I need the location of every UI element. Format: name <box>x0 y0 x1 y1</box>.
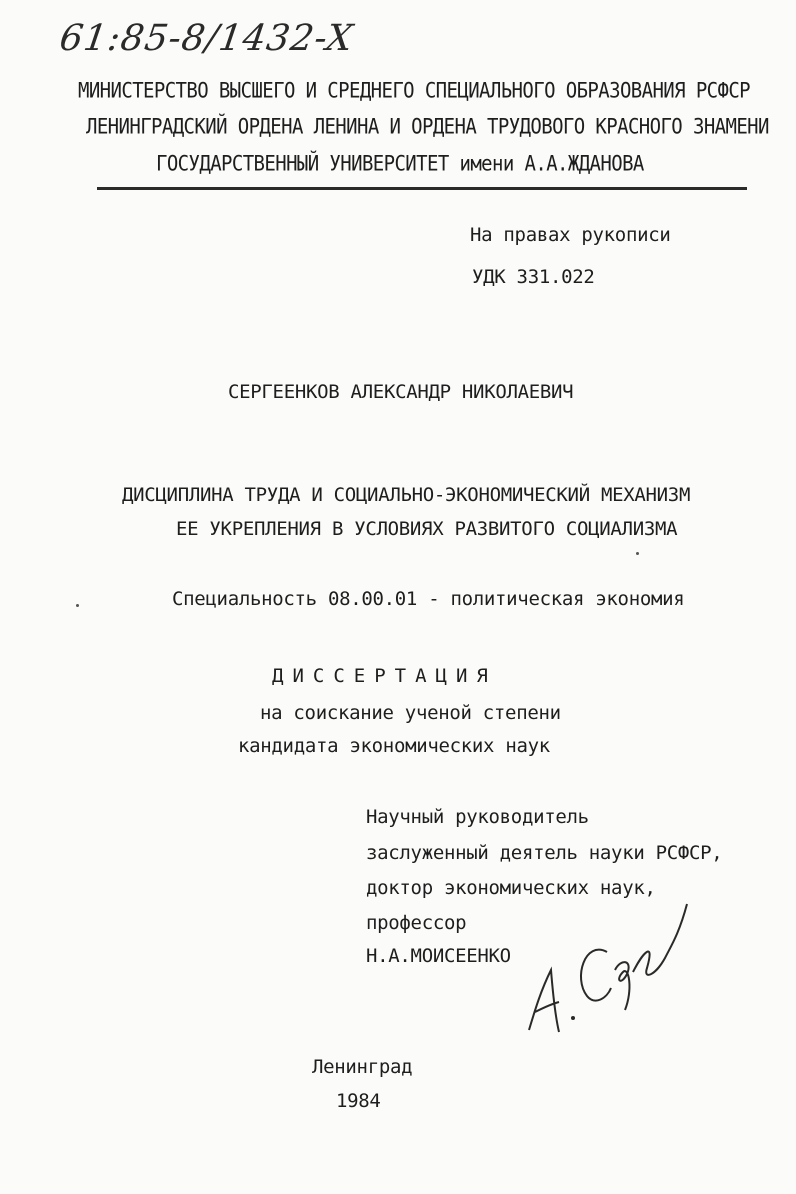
supervisor-rank: профессор <box>366 912 467 934</box>
scan-speck <box>636 552 639 555</box>
signature-image <box>515 900 695 1050</box>
scan-speck <box>76 604 79 607</box>
degree-line-1: на соискание ученой степени <box>260 702 561 724</box>
udc-code: УДК 331.022 <box>472 266 595 288</box>
archive-mark: 61:85-8/1432-X <box>57 18 356 59</box>
title-line-2: ЕЕ УКРЕПЛЕНИЯ В УСЛОВИЯХ РАЗВИТОГО СОЦИАЛИЗМА <box>176 518 678 540</box>
author-name: СЕРГЕЕНКОВ АЛЕКСАНДР НИКОЛАЕВИЧ <box>228 381 574 403</box>
specialty: Специальность 08.00.01 - политическая экономия <box>172 588 685 610</box>
supervisor-label: Научный руководитель <box>366 806 589 828</box>
university-line-1: ЛЕНИНГРАДСКИЙ ОРДЕНА ЛЕНИНА И ОРДЕНА ТРУДОВОГО КРАСНОГО ЗНАМЕНИ <box>86 114 769 140</box>
work-type-label: ДИССЕРТАЦИЯ <box>272 665 497 687</box>
rights-note: На правах рукописи <box>470 224 671 246</box>
supervisor-title: заслуженный деятель науки РСФСР, <box>366 842 723 864</box>
supervisor-name: Н.А.МОИСЕЕНКО <box>366 945 511 967</box>
ministry-line: МИНИСТЕРСТВО ВЫСШЕГО И СРЕДНЕГО СПЕЦИАЛЬНОГО ОБРАЗОВАНИЯ РСФСР <box>78 78 751 104</box>
title-line-1: ДИСЦИПЛИНА ТРУДА И СОЦИАЛЬНО-ЭКОНОМИЧЕСКИЙ МЕХАНИЗМ <box>122 484 691 506</box>
year: 1984 <box>336 1090 381 1112</box>
degree-line-2: кандидата экономических наук <box>238 735 550 757</box>
university-line-2: ГОСУДАРСТВЕННЫЙ УНИВЕРСИТЕТ имени А.А.ЖДАНОВА <box>156 151 644 177</box>
header-divider <box>97 187 747 190</box>
city: Ленинград <box>312 1056 413 1078</box>
supervisor-degree: доктор экономических наук, <box>366 877 656 899</box>
